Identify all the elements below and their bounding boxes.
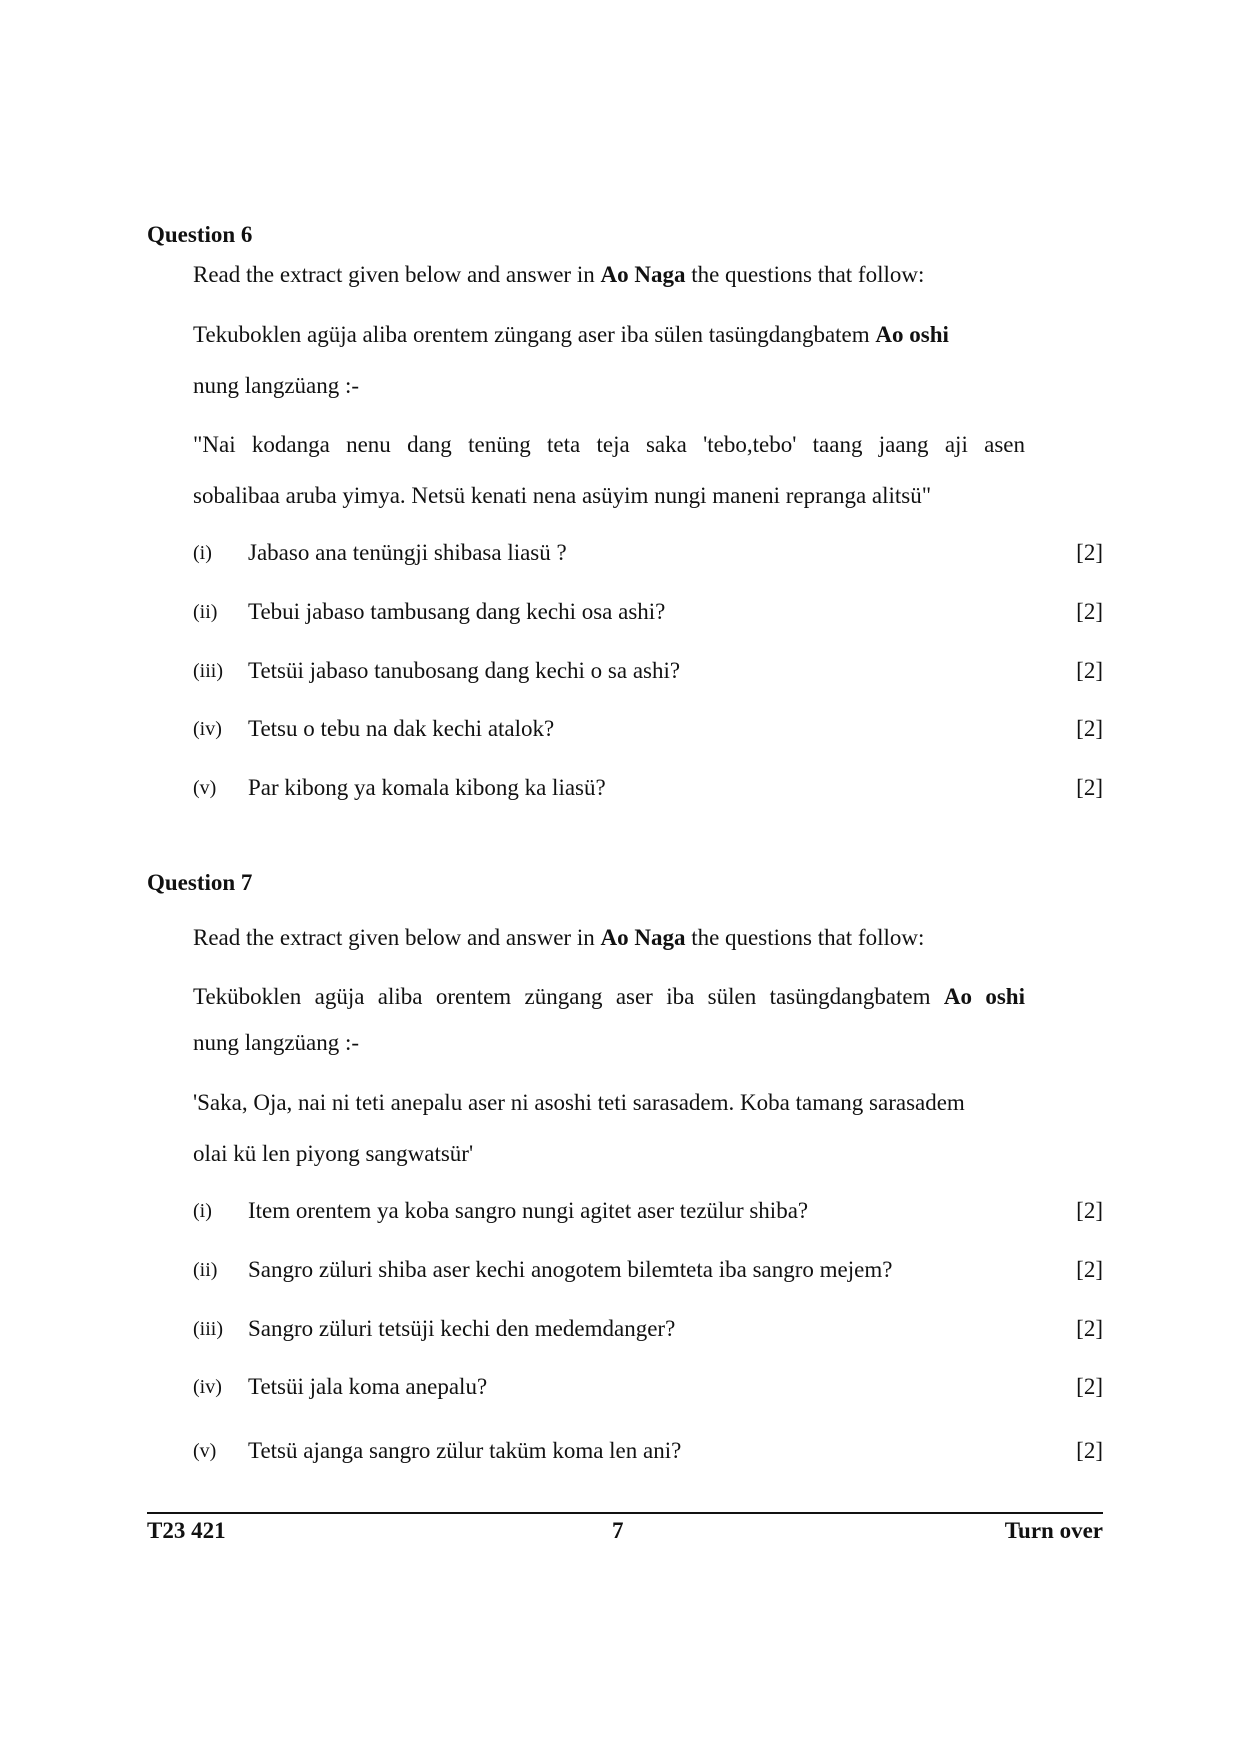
item-marks: [2] — [1076, 1374, 1103, 1399]
item-marks: [2] — [1076, 1438, 1103, 1463]
footer-rule — [147, 1512, 1103, 1514]
q6-item-3 — [193, 658, 1103, 688]
item-marks: [2] — [1076, 716, 1103, 741]
q6-instruction-language: Ao Naga — [600, 262, 686, 287]
q7-instruction — [193, 923, 1025, 953]
q6-quote-line1: "Nai kodanga nenu dang tenüng teta teja saka 'tebo,tebo' taang jaang aji asen — [193, 432, 1025, 457]
q7-intro-text: Teküboklen agüja aliba orentem züngang aser iba sülen tasüngdangbatem — [193, 984, 944, 1009]
page-number: 7 — [612, 1518, 624, 1543]
q7-item-2 — [193, 1257, 1103, 1287]
q6-intro — [193, 320, 1025, 350]
q7-instruction-language: Ao Naga — [600, 925, 686, 950]
q6-intro-bold: Ao oshi — [875, 322, 949, 347]
item-number: (iv) — [193, 1376, 222, 1398]
item-marks: [2] — [1076, 1257, 1103, 1282]
q6-instruction-text-end: the questions that follow: — [685, 262, 925, 287]
item-marks: [2] — [1076, 1198, 1103, 1223]
q6-item-2 — [193, 599, 1103, 629]
item-text: Tetsüi jabaso tanubosang dang kechi o sa ashi? — [248, 658, 681, 683]
question-7-heading: Question 7 — [147, 870, 253, 895]
q6-item-4 — [193, 716, 1103, 746]
q6-item-5 — [193, 775, 1103, 805]
item-text: Sangro züluri shiba aser kechi anogotem bilemteta iba sangro mejem? — [248, 1257, 893, 1282]
item-text: Tetsü ajanga sangro zülur taküm koma len ani? — [248, 1438, 682, 1463]
item-number: (i) — [193, 1200, 212, 1222]
q6-quote-line2: sobalibaa aruba yimya. Netsü kenati nena asüyim nungi maneni repranga alitsü" — [193, 483, 932, 508]
question-6-heading: Question 6 — [147, 222, 253, 247]
q7-instruction-text: Read the extract given below and answer in — [193, 925, 601, 950]
item-text: Par kibong ya komala kibong ka liasü? — [248, 775, 606, 800]
item-text: Jabaso ana tenüngji shibasa liasü ? — [248, 540, 567, 565]
item-marks: [2] — [1076, 1316, 1103, 1341]
turn-over-label: Turn over — [1004, 1518, 1103, 1543]
item-text: Tebui jabaso tambusang dang kechi osa ashi? — [248, 599, 666, 624]
item-text: Tetsüi jala koma anepalu? — [248, 1374, 488, 1399]
item-marks: [2] — [1076, 599, 1103, 624]
q7-item-5 — [193, 1438, 1103, 1468]
item-marks: [2] — [1076, 540, 1103, 565]
item-number: (iv) — [193, 718, 222, 740]
q7-item-4 — [193, 1374, 1103, 1404]
q6-intro-line2: nung langzüang :- — [193, 373, 360, 398]
item-text: Sangro züluri tetsüji kechi den medemdanger? — [248, 1316, 676, 1341]
item-number: (iii) — [193, 1318, 223, 1340]
q7-item-1 — [193, 1198, 1103, 1228]
q6-instruction — [193, 260, 1025, 290]
q7-quote-line2: olai kü len piyong sangwatsür' — [193, 1141, 474, 1166]
q6-intro-text: Tekuboklen agüja aliba orentem züngang aser iba sülen tasüngdangbatem — [193, 322, 876, 347]
q7-item-3 — [193, 1316, 1103, 1346]
item-marks: [2] — [1076, 658, 1103, 683]
q7-intro-line2: nung langzüang :- — [193, 1030, 360, 1055]
item-marks: [2] — [1076, 775, 1103, 800]
q6-item-1 — [193, 540, 1103, 570]
item-number: (ii) — [193, 1259, 218, 1281]
q7-quote-line1: 'Saka, Oja, nai ni teti anepalu aser ni asoshi teti sarasadem. Koba tamang sarasadem — [193, 1090, 965, 1115]
item-number: (iii) — [193, 660, 223, 682]
q7-intro-bold: Ao oshi — [943, 984, 1025, 1009]
item-number: (ii) — [193, 601, 218, 623]
item-number: (v) — [193, 777, 217, 799]
item-number: (i) — [193, 542, 212, 564]
q7-intro — [193, 982, 1025, 1012]
q7-instruction-text-end: the questions that follow: — [685, 925, 925, 950]
item-number: (v) — [193, 1440, 217, 1462]
paper-code: T23 421 — [147, 1518, 226, 1543]
q6-instruction-text: Read the extract given below and answer in — [193, 262, 601, 287]
item-text: Tetsu o tebu na dak kechi atalok? — [248, 716, 555, 741]
item-text: Item orentem ya koba sangro nungi agitet aser tezülur shiba? — [248, 1198, 809, 1223]
